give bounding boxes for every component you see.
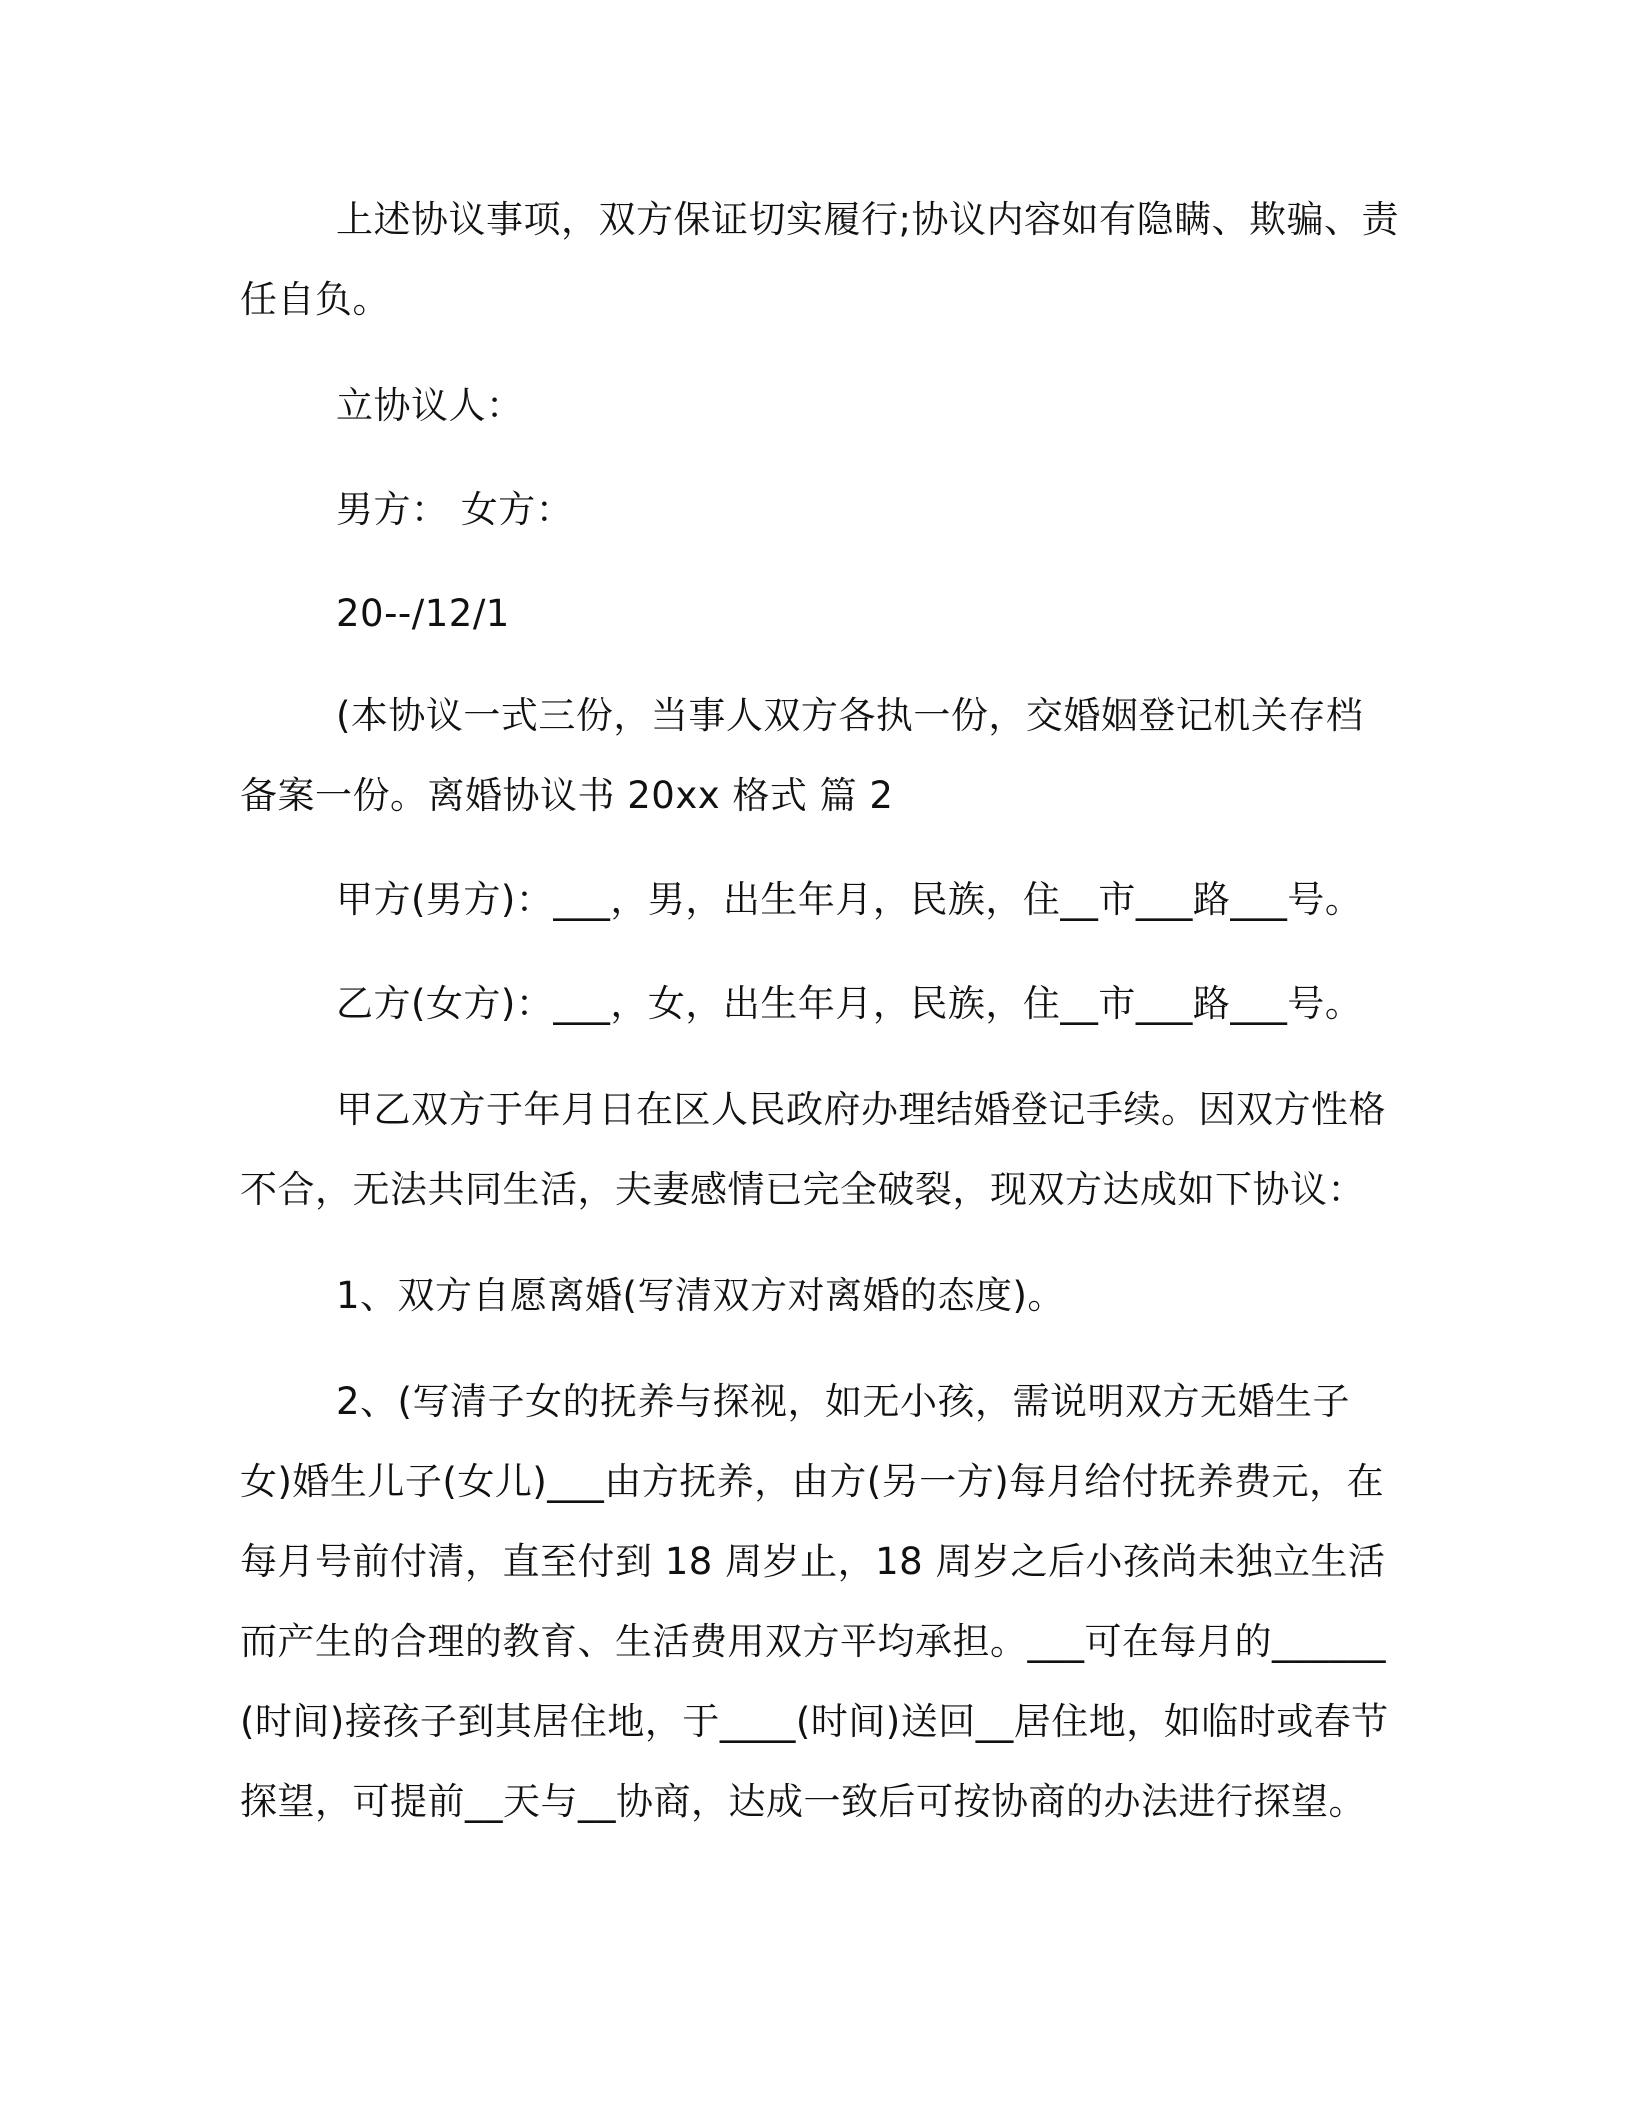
paragraph-party-b: 乙方(女方)：___，女，出生年月，民族，住__市___路___号。 [336,982,1363,1025]
paragraph-clause-1: 1、双方自愿离婚(写清双方对离婚的态度)。 [336,1274,1065,1317]
paragraph-copies-note: (本协议一式三份，当事人双方各执一份，交婚姻登记机关存档备案一份。离婚协议书 20xx 格式 篇 2 [240,694,1364,817]
paragraph-party-a: 甲方(男方)：___，男，出生年月，民族，住__市___路___号。 [336,878,1363,921]
paragraph-date: 20--/12/1 [336,592,510,635]
paragraph-signatures: 男方： 女方： [336,488,574,531]
paragraph-clause-2: 2、(写清子女的抚养与探视，如无小孩，需说明双方无婚生子女)婚生儿子(女儿)___由方抚养，由方(另一方)每月给付抚养费元，在每月号前付清，直至付到 18 周岁止，18 周岁之后小孩尚未独立生活而产生的合理的教育、生活费用双方平均承担。___可在每月的______(时间)接孩子到其居住地，于____(时间)送回__居住地，如临时或春节探望，可提前__天与__协商，达成一致后可按协商的办法进行探望。 [240,1380,1389,1823]
paragraph-marriage-background: 甲乙双方于年月日在区人民政府办理结婚登记手续。因双方性格不合，无法共同生活，夫妻感情已完全破裂，现双方达成如下协议： [240,1088,1386,1211]
paragraph-agreement-parties-label: 立协议人： [336,384,524,427]
paragraph-agreement-performance: 上述协议事项，双方保证切实履行;协议内容如有隐瞒、欺骗、责任自负。 [240,198,1399,321]
